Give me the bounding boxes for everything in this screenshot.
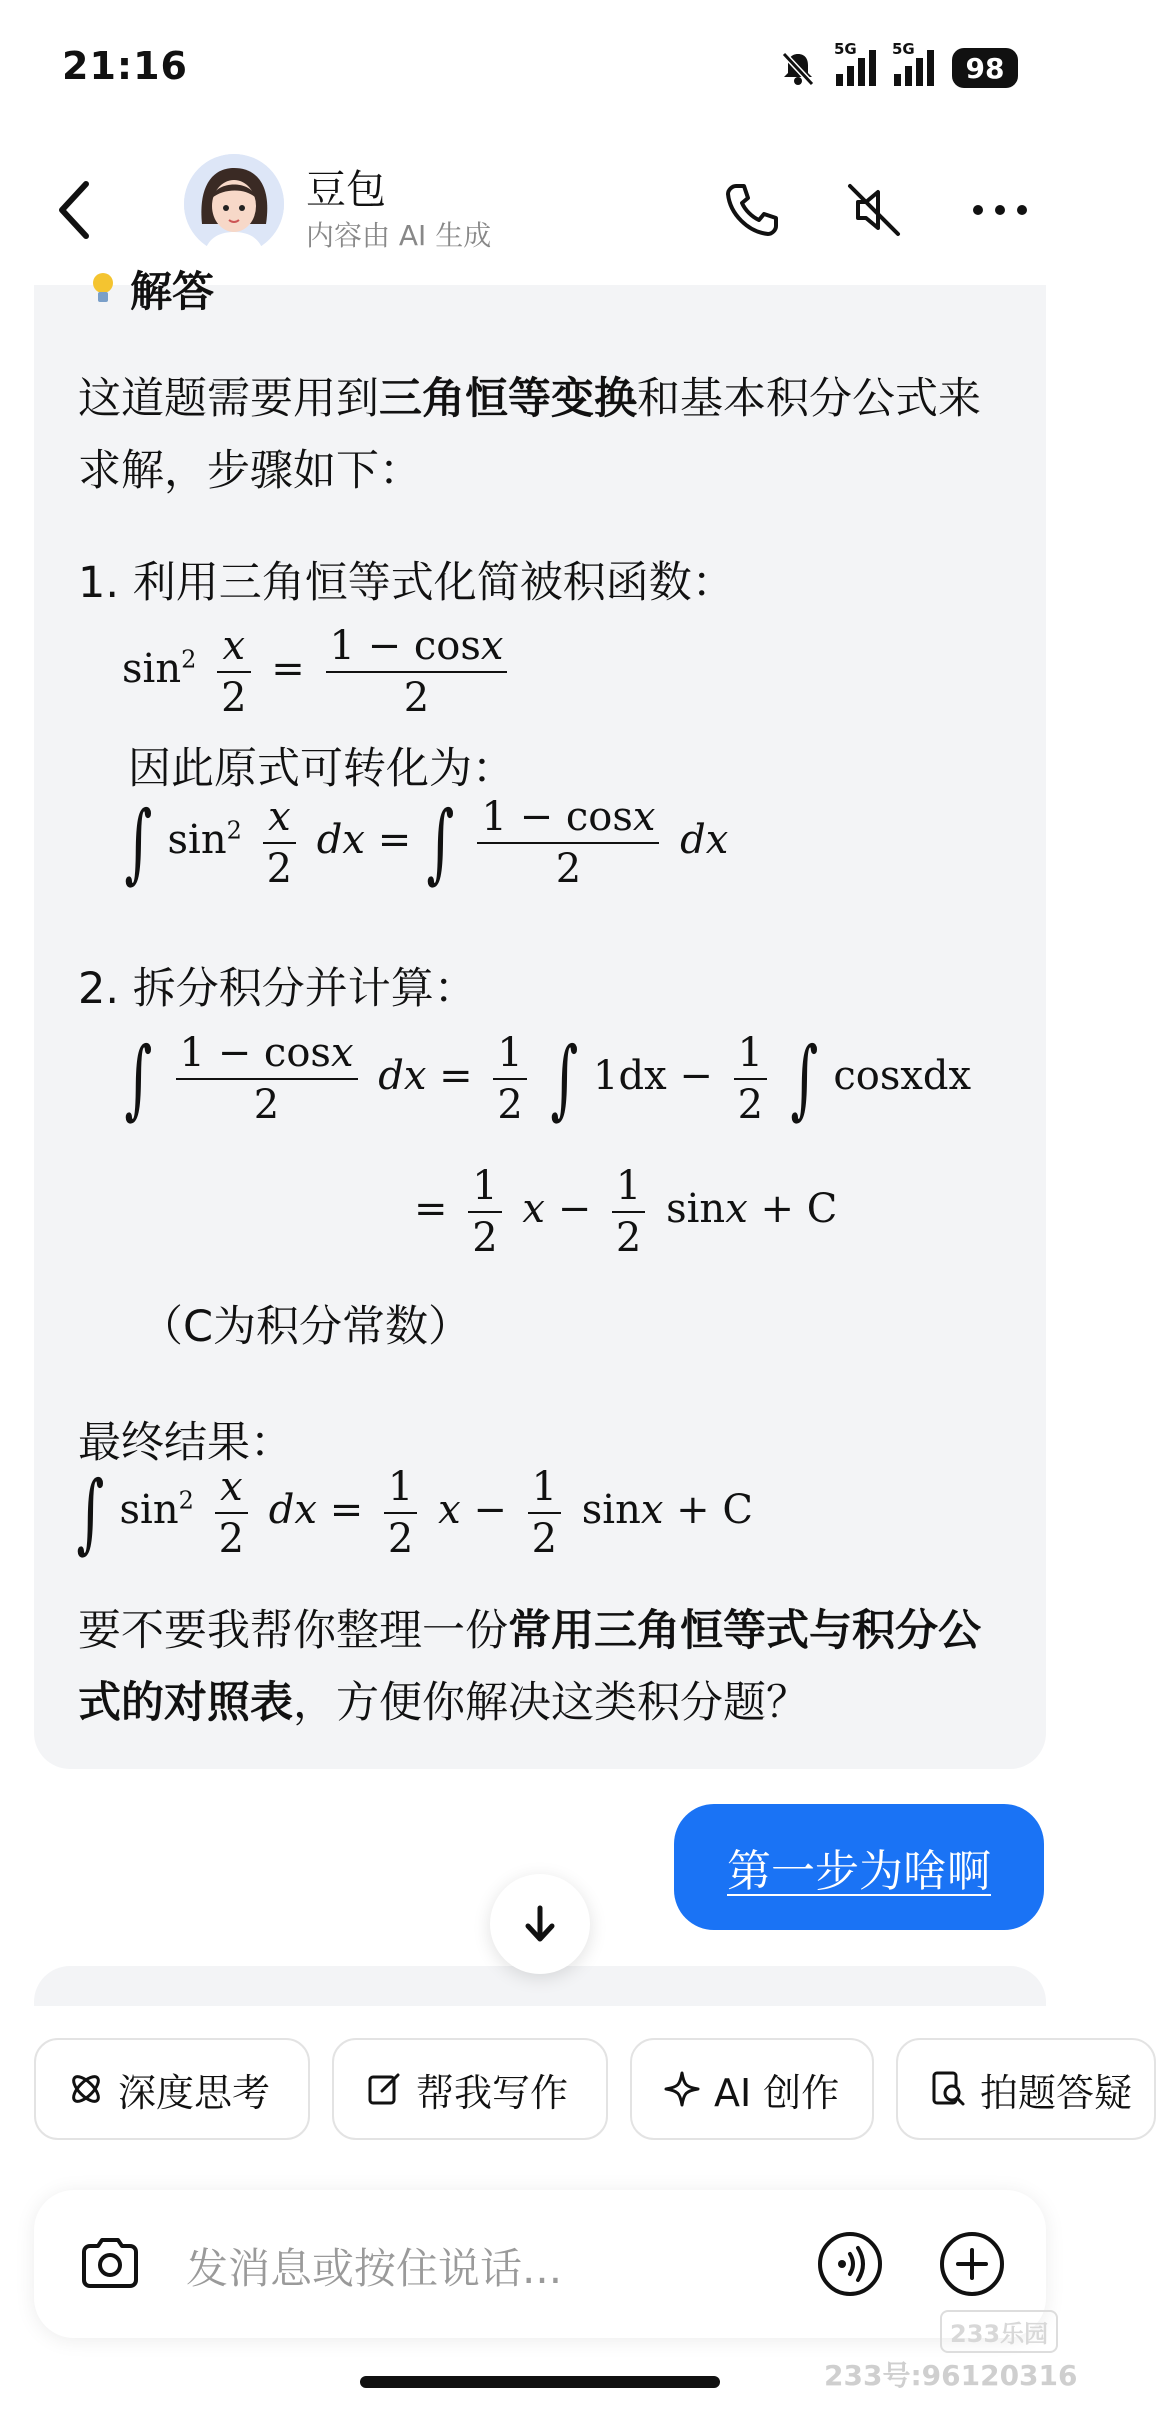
split-integral: ∫ $\frac{1 - \cos x}{2}$ dx = $\frac{1}{2}$ ∫ 1dx − $\frac{1}{2}$ ∫ cosxdx: [124, 1029, 972, 1129]
clock: 21:16: [62, 44, 188, 88]
chip-writing[interactable]: 帮我写作: [332, 2038, 608, 2140]
speaker-muted-icon[interactable]: [836, 172, 912, 248]
sparkle-icon: [662, 2069, 702, 2109]
arrow-down-icon: [518, 1902, 562, 1946]
bot-name: 豆包: [306, 167, 386, 213]
camera-icon[interactable]: [74, 2228, 146, 2300]
battery-indicator: 98: [952, 48, 1018, 88]
split-result: = $\frac{1}{2}$ x − $\frac{1}{2}$ sinx + C: [414, 1163, 838, 1261]
step1-note: 因此原式可转化为：: [128, 744, 515, 794]
intro-paragraph: 这道题需要用到三角恒等变换和基本积分公式来求解，步骤如下：: [78, 374, 981, 496]
phone-call-icon[interactable]: [714, 172, 790, 248]
watermark-text: 233号:96120316: [824, 2359, 1078, 2392]
lightbulb-icon: [90, 272, 116, 306]
identity-formula: $\sin^2$ $\frac{x}{2}$ = $\frac{1 - \cos x}{2}$: [122, 623, 515, 721]
message-input[interactable]: 发消息或按住说话...: [186, 2244, 563, 2293]
status-icons: [778, 40, 1018, 92]
chip-photo-question[interactable]: 拍题答疑: [896, 2038, 1156, 2140]
outro-paragraph: 要不要我帮你整理一份常用三角恒等式与积分公式的对照表，方便你解决这类积分题？: [78, 1606, 981, 1728]
ai-generated-label: 内容由 AI 生成: [306, 219, 492, 252]
answer-title: 解答: [90, 259, 214, 319]
step2-title: 2. 拆分积分并计算：: [78, 964, 477, 1014]
plus-icon[interactable]: [932, 2224, 1012, 2304]
status-bar: [0, 0, 1080, 140]
chip-ai-creation[interactable]: AI 创作: [630, 2038, 874, 2140]
message-input-bar: [34, 2190, 1046, 2338]
mute-bell-icon: [778, 48, 818, 88]
avatar[interactable]: [184, 154, 284, 254]
avatar-face-icon: [184, 154, 284, 254]
home-indicator[interactable]: [360, 2376, 720, 2388]
voice-call-icon[interactable]: [810, 2224, 890, 2304]
quick-action-bar: [0, 2008, 1133, 2198]
back-icon[interactable]: [44, 170, 104, 250]
constant-note: （C为积分常数）: [140, 1302, 472, 1352]
transformed-integral: ∫ $\sin^2$ $\frac{x}{2}$ dx = ∫ $\frac{1 - \cos x}{2}$ dx: [124, 793, 729, 893]
watermark-logo: 233乐园: [940, 2310, 1058, 2353]
user-message-bubble[interactable]: 第一步为啥啊: [674, 1804, 1044, 1930]
scroll-to-bottom-button[interactable]: [490, 1874, 590, 1974]
edit-icon: [364, 2069, 404, 2109]
final-result-formula: ∫ $\sin^2$ $\frac{x}{2}$ dx = $\frac{1}{2}$ x − $\frac{1}{2}$ sinx + C: [76, 1463, 753, 1563]
more-icon[interactable]: [962, 172, 1038, 248]
answer-card: [34, 267, 1046, 1769]
signal-1-icon: 5G: [836, 50, 876, 86]
doc-search-icon: [928, 2069, 968, 2109]
chip-deep-thinking[interactable]: 深度思考: [34, 2038, 310, 2140]
atom-icon: [66, 2069, 106, 2109]
step1-title: 1. 利用三角恒等式化简被积函数：: [78, 558, 735, 608]
signal-2-icon: 5G: [894, 50, 934, 86]
final-label: 最终结果：: [78, 1418, 293, 1468]
